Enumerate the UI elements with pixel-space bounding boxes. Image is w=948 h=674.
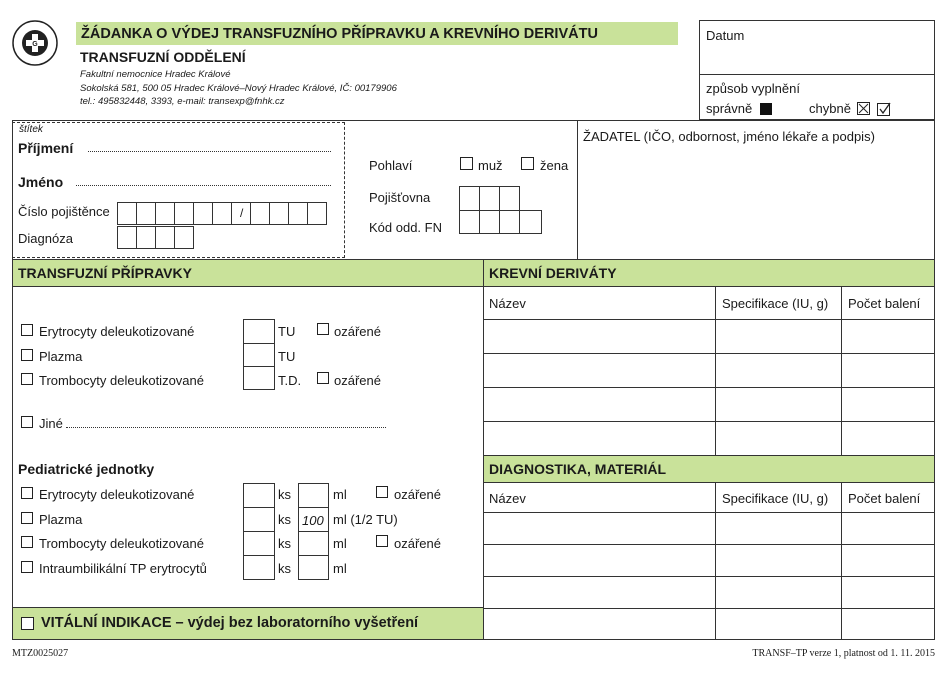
thrombocytes-label: Trombocyty deleukotizované — [39, 373, 204, 388]
ped-thrombocytes-ks: ks — [278, 536, 291, 551]
vital-indication-checkbox[interactable] — [21, 617, 34, 630]
requester-field[interactable] — [580, 150, 932, 256]
svg-text:G: G — [32, 41, 38, 48]
insurer-label: Pojišťovna — [369, 190, 431, 205]
ped-erythrocytes-ks: ks — [278, 487, 291, 502]
fill-method-label: způsob vyplnění — [706, 81, 800, 96]
checked-box-icon — [877, 102, 891, 116]
ped-erythrocytes-ml: ml — [333, 487, 347, 502]
crossed-box-icon — [857, 102, 870, 115]
plasma-unit: TU — [278, 349, 296, 364]
pediatric-title: Pediatrické jednotky — [18, 461, 155, 477]
diagnostics-table-row[interactable] — [484, 545, 935, 576]
female-label: žena — [540, 158, 569, 173]
name-label: Jméno — [18, 174, 64, 190]
sex-label: Pohlaví — [369, 158, 413, 173]
ped-thrombocytes-irradiated-label: ozářené — [394, 536, 441, 551]
other-checkbox[interactable] — [21, 416, 33, 428]
derivatives-table-row[interactable] — [484, 354, 935, 387]
hospital-contact: tel.: 495832448, 3393, e-mail: transexp@fnhk.cz — [80, 96, 285, 107]
transfusion-section-title: TRANSFUZNÍ PŘÍPRAVKY — [18, 265, 192, 281]
hospital-logo — [12, 20, 58, 66]
other-label: Jiné — [39, 416, 63, 431]
ped-thrombocytes-checkbox[interactable] — [21, 536, 33, 548]
plasma-checkbox[interactable] — [21, 349, 33, 361]
ped-thrombocytes-label: Trombocyty deleukotizované — [39, 536, 204, 551]
thrombocytes-irradiated-checkbox[interactable] — [317, 372, 329, 384]
derivatives-table-row[interactable] — [484, 320, 935, 353]
diagnostics-col-name: Název — [489, 491, 526, 506]
diagnostics-col-spec: Specifikace (IU, g) — [722, 491, 829, 506]
hospital-name: Fakultní nemocnice Hradec Králové — [80, 69, 231, 80]
diagnostics-table-row[interactable] — [484, 609, 935, 639]
thrombocytes-irradiated-label: ozářené — [334, 373, 381, 388]
dept-code-label: Kód odd. FN — [369, 220, 442, 235]
form-version: TRANSF–TP verze 1, platnost od 1. 11. 2015 — [752, 648, 935, 659]
ped-erythrocytes-irradiated-label: ozářené — [394, 487, 441, 502]
diagnostics-section-title: DIAGNOSTIKA, MATERIÁL — [489, 461, 667, 477]
plasma-label: Plazma — [39, 349, 83, 364]
ped-plasma-ml: ml (1/2 TU) — [333, 512, 398, 527]
requester-label: ŽADATEL (IČO, odbornost, jméno lékaře a podpis) — [583, 129, 875, 144]
derivatives-col-spec: Specifikace (IU, g) — [722, 296, 829, 311]
derivatives-col-name: Název — [489, 296, 526, 311]
derivatives-table-row[interactable] — [484, 422, 935, 455]
surname-field[interactable] — [88, 150, 331, 152]
thrombocytes-checkbox[interactable] — [21, 373, 33, 385]
derivatives-section-title: KREVNÍ DERIVÁTY — [489, 265, 617, 281]
diagnostics-table-row[interactable] — [484, 577, 935, 608]
thrombocytes-unit: T.D. — [278, 373, 302, 388]
form-title: ŽÁDANKA O VÝDEJ TRANSFUZNÍHO PŘÍPRAVKU A KREVNÍHO DERIVÁTU — [81, 26, 598, 42]
fill-wrong-label: chybně — [809, 101, 851, 116]
ped-erythrocytes-label: Erytrocyty deleukotizované — [39, 487, 195, 502]
insurance-number-label: Číslo pojištěnce — [18, 204, 110, 219]
ped-plasma-ml-value: 100 — [302, 513, 324, 528]
ped-thrombocytes-irradiated-checkbox[interactable] — [376, 535, 388, 547]
male-label: muž — [478, 158, 503, 173]
erythrocytes-irradiated-checkbox[interactable] — [317, 323, 329, 335]
erythrocytes-label: Erytrocyty deleukotizované — [39, 324, 195, 339]
ped-plasma-checkbox[interactable] — [21, 512, 33, 524]
hospital-address: Sokolská 581, 500 05 Hradec Králové–Nový Hradec Králové, IČ: 00179906 — [80, 83, 397, 94]
ped-thrombocytes-ml: ml — [333, 536, 347, 551]
surname-label: Příjmení — [18, 140, 74, 156]
date-label: Datum — [706, 28, 745, 43]
female-checkbox[interactable] — [521, 157, 534, 170]
diagnostics-col-count: Počet balení — [848, 491, 921, 506]
erythrocytes-irradiated-label: ozářené — [334, 324, 381, 339]
ped-erythrocytes-checkbox[interactable] — [21, 487, 33, 499]
form-code: MTZ0025027 — [12, 648, 69, 659]
other-field[interactable] — [66, 426, 386, 428]
label-tag: štítek — [19, 124, 43, 135]
male-checkbox[interactable] — [460, 157, 473, 170]
ped-intraumbilical-ml: ml — [333, 561, 347, 576]
ped-intraumbilical-ks: ks — [278, 561, 291, 576]
diagnostics-table-row[interactable] — [484, 513, 935, 544]
fill-correct-label: správně — [706, 101, 753, 116]
insurance-slash: / — [240, 206, 244, 220]
ped-plasma-ks: ks — [278, 512, 291, 527]
department-name: TRANSFUZNÍ ODDĚLENÍ — [80, 49, 246, 65]
erythrocytes-checkbox[interactable] — [21, 324, 33, 336]
ped-intraumbilical-label: Intraumbilikální TP erytrocytů — [39, 561, 207, 576]
derivatives-col-count: Počet balení — [848, 296, 921, 311]
vital-indication-label: VITÁLNÍ INDIKACE – výdej bez laboratorního vyšetření — [41, 615, 419, 631]
ped-plasma-label: Plazma — [39, 512, 83, 527]
erythrocytes-unit: TU — [278, 324, 296, 339]
ped-intraumbilical-checkbox[interactable] — [21, 561, 33, 573]
filled-square-icon — [760, 103, 772, 115]
diagnosis-label: Diagnóza — [18, 231, 73, 246]
derivatives-table-row[interactable] — [484, 388, 935, 421]
ped-erythrocytes-irradiated-checkbox[interactable] — [376, 486, 388, 498]
name-field[interactable] — [76, 184, 331, 186]
